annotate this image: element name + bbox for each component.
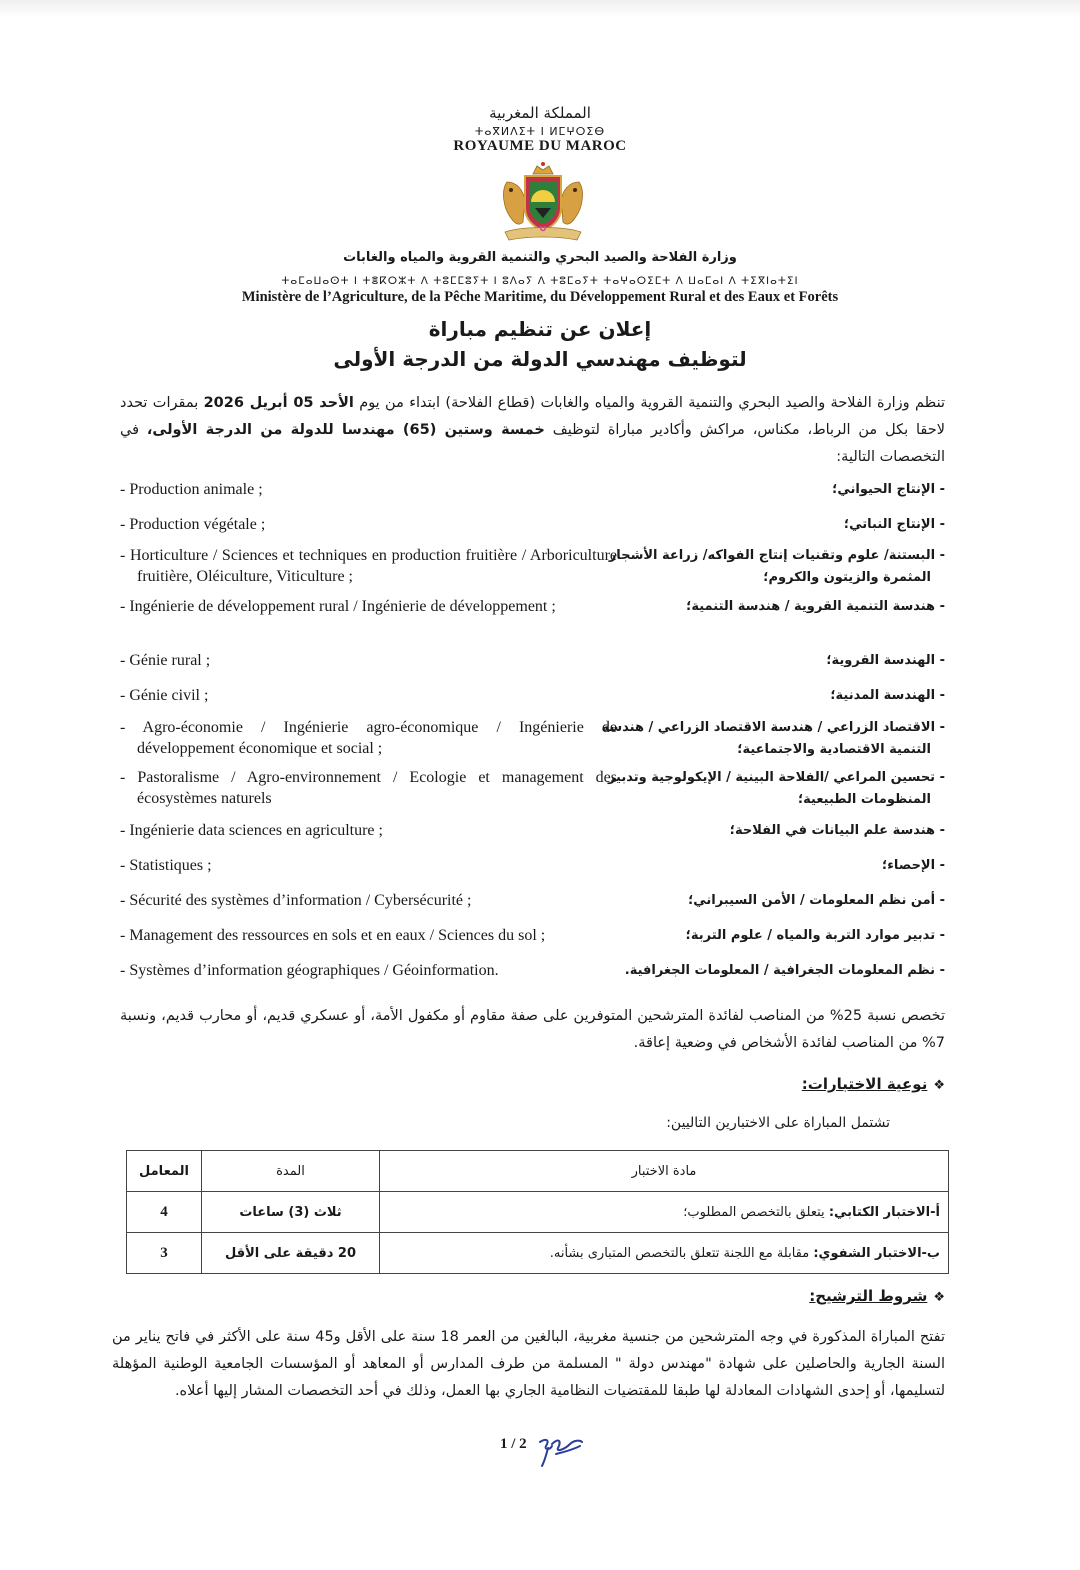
conditions-paragraph: تفتح المباراة المذكورة في وجه المترشحين من جنسية مغربية، البالغين من العمر 18 سنة على الأقل و45 سنة على الأكثر في فاتح يناير من السنة الجارية والحاصلين على شهادة "مهندس دولة " المسلمة من طرف المدارس أو المعاهد أو المؤسسات الجامعية الوطنية المؤهلة لتسليمها، أو إحدى الشهادات المعادلة لها طبقا للمقتضيات النظامية الجاري بها العمل، وذلك في أحد التخصصات المشار إليها أعلاه. <box>112 1329 945 1399</box>
column-header-subject: مادة الاختبار <box>380 1151 949 1192</box>
specialty-arabic: - الإنتاج الحيواني؛ <box>832 482 945 497</box>
specialty-french: - Ingénierie data sciences en agriculture ; <box>120 822 383 839</box>
tests-table <box>126 1150 949 1274</box>
specialty-french: - Ingénierie de développement rural / Ingénierie de développement ; <box>120 598 556 615</box>
signature-icon <box>536 1432 586 1468</box>
tests-intro-text: تشتمل المباراة على الاختبارين التاليين: <box>666 1115 890 1131</box>
specialty-french: - Production animale ; <box>120 481 263 498</box>
tests-section-heading: ❖نوعية الاختبارات: <box>801 1075 945 1093</box>
specialty-arabic: - هندسة التنمية القروية / هندسة التنمية؛ <box>686 599 945 614</box>
diamond-bullet-icon: ❖ <box>933 1290 945 1305</box>
specialty-french: - Sécurité des systèmes d’information / Cybersécurité ; <box>120 892 472 909</box>
specialty-arabic: - هندسة علم البيانات في الفلاحة؛ <box>729 823 945 838</box>
scan-top-shadow <box>0 0 1080 18</box>
test-name: أ-الاختبار الكتابي: <box>828 1204 940 1220</box>
specialty-arabic: - الإحصاء؛ <box>882 858 945 873</box>
test-name: ب-الاختبار الشفوي: <box>813 1245 940 1261</box>
specialty-french: - Agro-économie / Ingénierie agro-économique / Ingénierie de développement économique et social ; <box>120 719 617 757</box>
specialty-arabic: - تدبير موارد التربة والمياه / علوم التربة؛ <box>685 928 945 943</box>
specialty-arabic: - الهندسة المدنية؛ <box>830 688 945 703</box>
specialty-french: - Production végétale ; <box>120 516 266 533</box>
intro-text-1: تنظم وزارة الفلاحة والصيد البحري والتنمية القروية والمياه والغابات (قطاع الفلاحة) ابتداء من يوم <box>353 395 945 411</box>
announcement-title: إعلان عن تنظيم مباراة <box>428 317 652 341</box>
intro-text-2: بمقرات تحدد لاحقا بكل من الرباط، مكناس، مراكش وأكادير مباراة لتوظيف <box>120 395 945 438</box>
specialty-french: - Horticulture / Sciences et techniques en production fruitière / Arboriculture fruitière, Oléiculture, Viticulture ; <box>120 547 617 585</box>
specialty-french: - Génie civil ; <box>120 687 209 704</box>
intro-paragraph <box>120 390 945 471</box>
announcement-subtitle: لتوظيف مهندسي الدولة من الدرجة الأولى <box>333 347 747 371</box>
specialty-arabic: - البستنة/ علوم وتقنيات إنتاج الفواكه/ زراعة الأشجار المثمرة والزيتون والكروم؛ <box>608 548 945 585</box>
specialty-french: - Statistiques ; <box>120 857 212 874</box>
quota-paragraph: تخصص نسبة 25% من المناصب لفائدة المترشحين المتوفرين على صفة مقاوم أو مكفول الأمة، أو عسكري قديم، أو محارب قديم، ونسبة 7% من المناصب لفائدة الأشخاص في وضعية إعاقة. <box>120 1008 946 1051</box>
kingdom-name-tifinagh: ⵜⴰⴳⵍⴷⵉⵜ ⵏ ⵍⵎⵖⵔⵉⴱ <box>474 125 606 138</box>
specialty-arabic: - تحسين المراعي /الفلاحة البينية / الإيكولوجية وتدبير المنظومات الطبيعية؛ <box>607 770 945 807</box>
test-description: مقابلة مع اللجنة تتعلق بالتخصص المتبارى بشأنه. <box>549 1245 814 1261</box>
specialty-arabic: - أمن نظم المعلومات / الأمن السيبراني؛ <box>688 893 945 908</box>
test-description: يتعلق بالتخصص المطلوب؛ <box>683 1204 829 1220</box>
ministry-name-french: Ministère de l’Agriculture, de la Pêche Maritime, du Développement Rural et des Eaux et Forêts <box>241 289 839 305</box>
specialty-french: - Pastoralisme / Agro-environnement / Ecologie et management des écosystèmes naturels <box>120 769 617 807</box>
page-indicator: 1 / 2 <box>500 1436 527 1452</box>
specialty-arabic: - نظم المعلومات الجغرافية / المعلومات الجغرافية. <box>624 963 945 978</box>
test-coefficient: 3 <box>127 1233 202 1274</box>
kingdom-name-french: ROYAUME DU MAROC <box>453 138 627 154</box>
test-coefficient: 4 <box>127 1192 202 1233</box>
positions-count: خمسة وستين (65) مهندسا للدولة من الدرجة الأولى، <box>146 422 545 438</box>
conditions-section-heading: ❖شروط الترشيح: <box>809 1287 945 1305</box>
test-duration: ثلاث (3) ساعات <box>202 1192 380 1233</box>
intro-text-3: في التخصصات التالية: <box>120 422 945 465</box>
specialty-french: - Management des ressources en sols et en eaux / Sciences du sol ; <box>120 927 546 944</box>
ministry-name-tifinagh: ⵜⴰⵎⴰⵡⴰⵙⵜ ⵏ ⵜⴻⴽⵔⵣⵜ ⴷ ⵜⵓⵎⵎⵓⵢⵜ ⵏ ⵓⴷⴰⵢ ⴷ ⵜⵓⵎⴰⵢⵜ ⵜⴰⵖⴰⵔⵉⵎⵜ ⴷ ⵡⴰⵎⴰⵏ ⴷ ⵜⵉⴳⵏⴰⵜⵉⵏ <box>281 275 799 287</box>
specialty-arabic: - الإنتاج النباتي؛ <box>843 517 945 532</box>
table-row <box>127 1233 949 1274</box>
test-subject <box>380 1233 949 1274</box>
column-header-duration: المدة <box>202 1151 380 1192</box>
test-subject <box>380 1192 949 1233</box>
kingdom-name-arabic: المملكة المغربية <box>489 104 591 122</box>
table-header-row <box>127 1151 949 1192</box>
column-header-coefficient: المعامل <box>127 1151 202 1192</box>
test-duration: 20 دقيقة على الأقل <box>202 1233 380 1274</box>
exam-date: الأحد 05 أبريل 2026 <box>203 395 354 411</box>
specialty-arabic: - الاقتصاد الزراعي / هندسة الاقتصاد الزراعي / هندسة التنمية الاقتصادية والاجتماعية؛ <box>601 720 945 757</box>
specialty-arabic: - الهندسة القروية؛ <box>826 653 945 668</box>
diamond-bullet-icon: ❖ <box>933 1078 945 1093</box>
specialty-french: - Génie rural ; <box>120 652 211 669</box>
specialty-french: - Systèmes d’information géographiques / Géoinformation. <box>120 962 499 979</box>
ministry-name-arabic: وزارة الفلاحة والصيد البحري والتنمية القروية والمياه والغابات <box>343 250 737 265</box>
coat-of-arms-icon <box>497 160 589 248</box>
table-row <box>127 1192 949 1233</box>
